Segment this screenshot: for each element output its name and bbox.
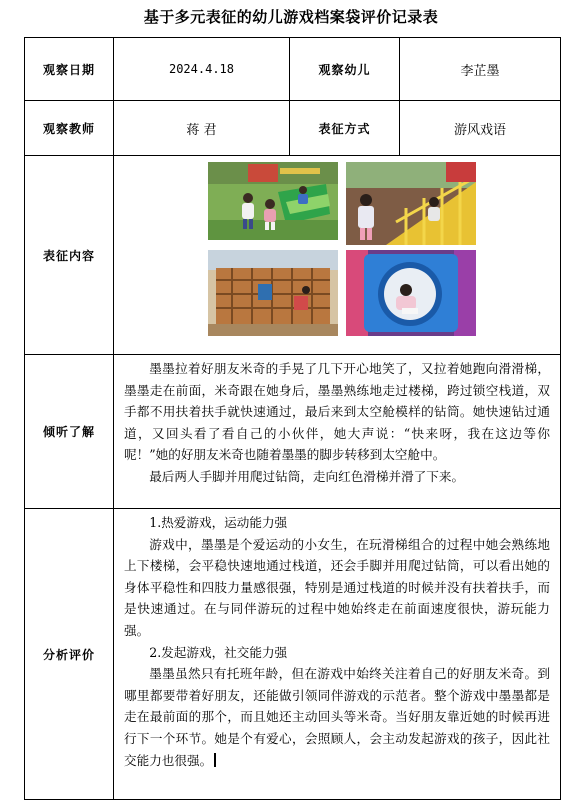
listening-paragraph-2: 最后两人手脚并用爬过钻筒，走向红色滑梯并滑了下来。 [149,468,465,484]
row-listening [25,355,561,509]
analysis-paragraph-1: 游戏中，墨墨是个爱运动的小女生，在玩滑梯组合的过程中她会熟练地上下楼梯，会平稳快速地通过栈道，还会手脚并用爬过钻筒，可以看出她的身体平稳性和四肢力量感很强，特别是通过栈道的时候并没有扶着扶手，而是快速通过。在与同伴游玩的过程中她始终走在前面速度很快，游玩能力强。 [124,536,550,638]
row-teacher-method [25,101,561,156]
label-observation-date: 观察日期 [25,38,114,101]
observed-child-value: 李芷墨 [400,38,561,101]
analysis-content[interactable] [114,509,561,800]
analysis-paragraph-2: 墨墨虽然只有托班年龄，但在游戏中始终关注着自己的好朋友米奇。到哪里都要带着好朋友，还能做引领同伴游戏的示范者。整个游戏中墨墨都是走在最前面的那个，而且她还主动回头等米奇。当好朋友靠近她的时候再进行下一个环节。她是个有爱心，会照顾人，会主动发起游戏的孩子，因此社交能力也很强。 [124,666,550,768]
label-listening: 倾听了解 [25,355,114,509]
photo-climbing-frame [208,250,338,336]
listening-paragraph-1: 墨墨拉着好朋友米奇的手晃了几下开心地笑了，又拉着她跑向滑滑梯，墨墨走在前面，米奇跟在她身后，墨墨熟练地走过楼梯，跨过锁空栈道，双手都不用扶着扶手就快速通过，最后来到太空舱模样的钻筒。她快速钻过通道，又回头看了看自己的小伙伴，她大声说：“快来呀，我在这边等你呢！”她的好朋友米奇也随着墨墨的脚步转移到太空舱中。 [124,361,550,463]
analysis-paragraph-2-wrapper [124,663,550,771]
label-representation-content: 表征内容 [25,156,114,355]
row-representation-content [25,156,561,355]
label-observation-teacher: 观察教师 [25,101,114,156]
photo-child-blue-tube [346,250,476,336]
representation-method-value: 游风戏语 [400,101,561,156]
photo-children-green-slide [208,162,338,240]
observation-teacher-value: 蒋 君 [114,101,290,156]
label-observed-child: 观察幼儿 [290,38,400,101]
row-analysis [25,509,561,800]
photo-children-yellow-stairs [346,162,476,245]
analysis-heading-2: 2.发起游戏，社交能力强 [149,644,288,660]
page-title: 基于多元表征的幼儿游戏档案袋评价记录表 [143,8,439,26]
observation-date-value: 2024.4.18 [114,38,290,101]
label-representation-method: 表征方式 [290,101,400,156]
row-date-child [25,38,561,101]
listening-content [114,355,561,509]
photo-area [114,156,561,355]
record-table [24,37,561,800]
text-cursor [214,753,216,767]
label-analysis: 分析评价 [25,509,114,800]
analysis-heading-1: 1.热爱游戏，运动能力强 [149,515,288,530]
